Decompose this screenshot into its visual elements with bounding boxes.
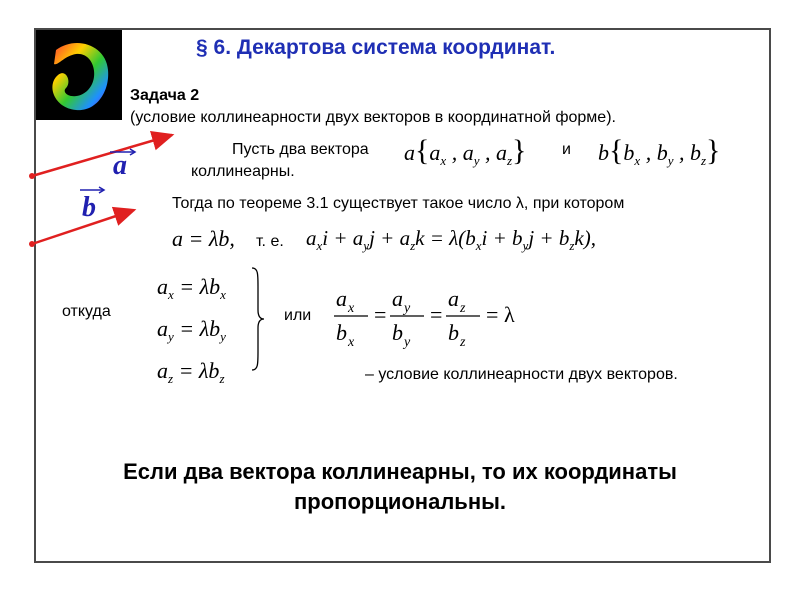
svg-text:a: a xyxy=(448,286,459,311)
svg-text:b: b xyxy=(336,320,347,345)
conclusion-line-2: пропорциональны. xyxy=(293,489,507,514)
svg-text:=: = xyxy=(486,302,499,327)
svg-text:=: = xyxy=(374,302,387,327)
svg-text:z: z xyxy=(460,335,466,350)
condition-text: – условие коллинеарности двух векторов. xyxy=(365,366,678,383)
slide-title: § 6. Декартова система координат. xyxy=(196,36,556,59)
formula-vector-b: $b\{b_x$ , $b_y$ , $b_z$} xyxy=(598,134,721,168)
or-text: или xyxy=(284,307,312,324)
system-brace xyxy=(250,266,266,372)
svg-text:a: a xyxy=(336,286,347,311)
svg-text:=: = xyxy=(430,302,443,327)
and-text: и xyxy=(562,141,571,158)
vector-a-arrow xyxy=(29,135,172,179)
conclusion-line-1: Если два вектора коллинеарны, то их координаты xyxy=(123,459,677,484)
svg-text:a: a xyxy=(392,286,403,311)
vector-b-label: b xyxy=(82,192,96,223)
svg-text:z: z xyxy=(460,301,466,316)
svg-text:b: b xyxy=(448,320,459,345)
task-title: Задача 2 xyxy=(130,87,200,104)
svg-text:y: y xyxy=(404,335,411,350)
let-text: Пусть два вектора xyxy=(232,141,369,158)
formula-a-lambda-b: a = λb, xyxy=(172,226,235,251)
task-condition: (условие коллинеарности двух векторов в координатной форме). xyxy=(130,109,616,126)
theorem-text: Тогда по теореме 3.1 существует такое число λ, при котором xyxy=(172,195,625,212)
ie-text: т. е. xyxy=(256,233,284,250)
collinear-text: коллинеарны. xyxy=(191,163,295,180)
vector-a-label: a xyxy=(113,150,127,181)
svg-text:λ: λ xyxy=(504,302,515,327)
svg-text:x: x xyxy=(348,301,355,316)
svg-text:y: y xyxy=(404,301,411,316)
svg-text:b: b xyxy=(392,320,403,345)
formula-vector-a: $a\{a_x$ , $a_y$ , $a_z$} xyxy=(404,134,527,168)
svg-text:x: x xyxy=(348,335,355,350)
formula-system: $a_x = \lambda b_x$ $a_y = \lambda b_y$ $a_z = \lambda b_z$ xyxy=(157,274,226,386)
formula-expansion: $a_xi + a_yj + a_zk = \lambda(b_xi + b_yj + b_zk)$, xyxy=(306,226,596,253)
whence-text: откуда xyxy=(62,303,111,320)
formula-ratio xyxy=(332,282,532,358)
